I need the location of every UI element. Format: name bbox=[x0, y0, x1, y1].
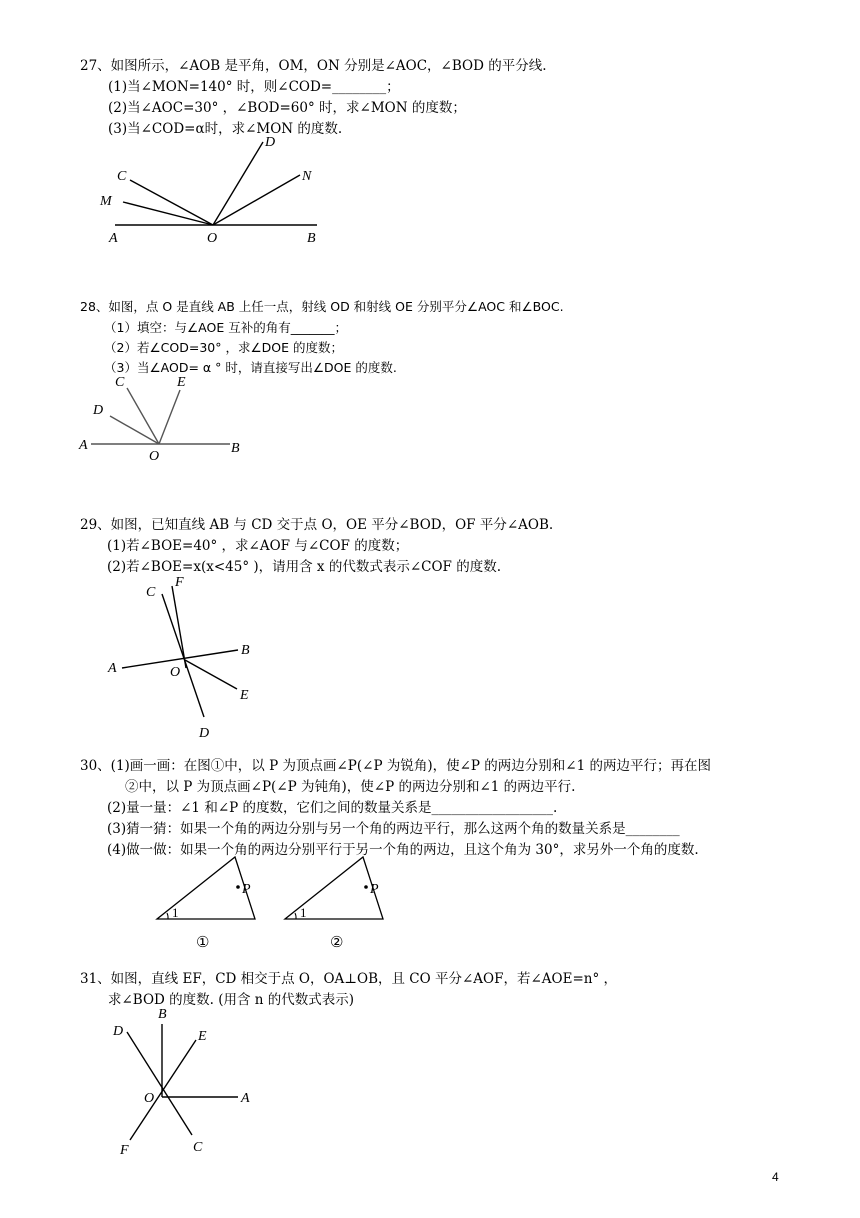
q30-part2: (2)量一量：∠1 和∠P 的度数，它们之间的数量关系是__________________. bbox=[107, 800, 558, 816]
q27-stem: 27、如图所示，∠AOB 是平角，OM，ON 分别是∠AOC，∠BOD 的平分线. bbox=[80, 58, 547, 74]
q27-part3: (3)当∠COD=α时，求∠MON 的度数. bbox=[108, 121, 343, 137]
q31-label-E: E bbox=[198, 1029, 207, 1044]
q30-part3: (3)猜一猜：如果一个角的两边分别与另一个角的两边平行，那么这两个角的数量关系是________ bbox=[107, 821, 680, 837]
q29-figure bbox=[100, 572, 270, 747]
q27-label-M: M bbox=[100, 194, 112, 209]
q30-part4: (4)做一做：如果一个角的两边分别平行于另一个角的两边，且这个角为 30°，求另外一个角的度数. bbox=[107, 842, 699, 858]
q27-label-A: A bbox=[109, 231, 118, 246]
q27-part1: (1)当∠MON=140° 时，则∠COD=________； bbox=[108, 79, 400, 95]
q29-label-F: F bbox=[175, 575, 184, 590]
q30-figure-1 bbox=[152, 852, 264, 952]
q31-figure bbox=[108, 1002, 268, 1162]
q27-figure bbox=[95, 130, 335, 250]
page-number: 4 bbox=[772, 1170, 779, 1184]
q31-label-C: C bbox=[193, 1140, 203, 1155]
q29-label-A: A bbox=[108, 661, 117, 676]
q31-label-O: O bbox=[144, 1091, 155, 1106]
q30-fig1-angle-label: 1 bbox=[172, 905, 179, 920]
q29-label-O: O bbox=[170, 665, 181, 680]
q28-part1: （1）填空：与∠AOE 互补的角有_______； bbox=[104, 320, 347, 335]
q27-label-O: O bbox=[207, 231, 218, 246]
q27-label-D: D bbox=[265, 135, 276, 150]
q31-label-B: B bbox=[158, 1007, 167, 1022]
q28-part2: （2）若∠COD=30° ，求∠DOE 的度数； bbox=[104, 340, 343, 355]
q29-label-E: E bbox=[240, 688, 249, 703]
q31-part1: 求∠BOD 的度数. (用含 n 的代数式表示) bbox=[108, 992, 355, 1008]
q28-label-C: C bbox=[115, 375, 125, 390]
q28-part3: （3）当∠AOD= α ° 时，请直接写出∠DOE 的度数. bbox=[104, 360, 397, 375]
q28-label-E: E bbox=[177, 375, 186, 390]
q27-label-C: C bbox=[117, 169, 127, 184]
q29-stem: 29、如图，已知直线 AB 与 CD 交于点 O，OE 平分∠BOD，OF 平分∠AOB. bbox=[80, 517, 554, 533]
q30-fig2-caption: ② bbox=[330, 935, 344, 951]
q31-stem: 31、如图，直线 EF，CD 相交于点 O，OA⊥OB，且 CO 平分∠AOF，若∠AOE=n° ， bbox=[80, 971, 618, 987]
q30-stem: 30、(1)画一画：在图①中，以 P 为顶点画∠P(∠P 为锐角)，使∠P 的两边分别和∠1 的两边平行；再在图 bbox=[80, 758, 711, 774]
q31-label-A: A bbox=[241, 1091, 250, 1106]
q28-label-D: D bbox=[93, 403, 104, 418]
q29-label-B: B bbox=[241, 643, 250, 658]
q31-label-F: F bbox=[120, 1143, 129, 1158]
q30-fig2-point-label: P bbox=[370, 882, 379, 897]
q27-label-B: B bbox=[307, 231, 316, 246]
q30-fig2-angle-label: 1 bbox=[300, 905, 307, 920]
q29-label-C: C bbox=[146, 585, 156, 600]
q31-label-D: D bbox=[113, 1024, 124, 1039]
q30-fig1-caption: ① bbox=[196, 935, 210, 951]
q29-part2: (2)若∠BOE=x(x<45° )，请用含 x 的代数式表示∠COF 的度数. bbox=[107, 559, 501, 575]
q28-label-O: O bbox=[149, 449, 160, 464]
q27-label-N: N bbox=[302, 169, 312, 184]
q29-label-D: D bbox=[199, 726, 210, 741]
q28-label-A: A bbox=[79, 438, 88, 453]
q30-figure-2 bbox=[280, 852, 392, 952]
q28-figure bbox=[75, 372, 255, 467]
q30-stem-continued: ②中，以 P 为顶点画∠P(∠P 为钝角)，使∠P 的两边分别和∠1 的两边平行. bbox=[125, 779, 576, 795]
q30-fig1-point-label: P bbox=[242, 882, 251, 897]
q28-stem: 28、如图，点 O 是直线 AB 上任一点，射线 OD 和射线 OE 分别平分∠AOC 和∠BOC. bbox=[80, 299, 564, 314]
q29-part1: (1)若∠BOE=40° ，求∠AOF 与∠COF 的度数； bbox=[107, 538, 409, 554]
q28-label-B: B bbox=[231, 441, 240, 456]
q27-part2: (2)当∠AOC=30° ，∠BOD=60° 时，求∠MON 的度数； bbox=[108, 100, 466, 116]
